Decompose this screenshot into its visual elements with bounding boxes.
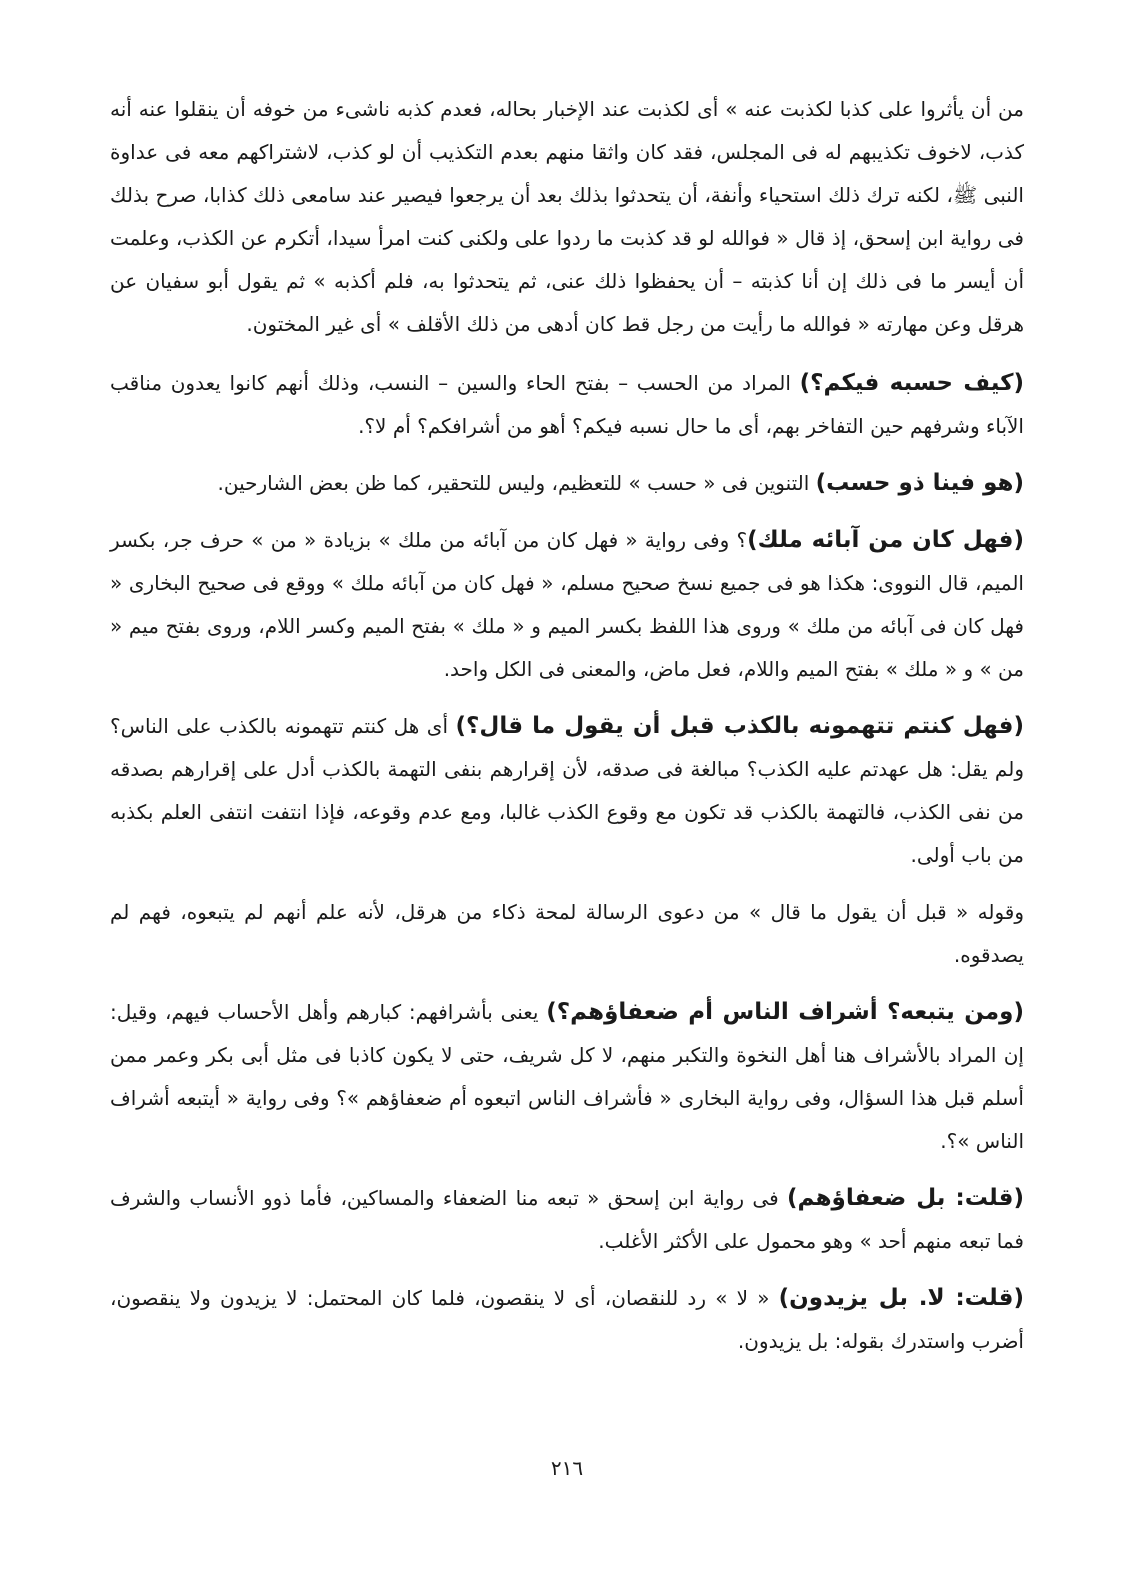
paragraph-7-heading: (ومن يتبعه؟ أشراف الناس أم ضعفاؤهم؟) <box>546 999 1024 1025</box>
paragraph-4 <box>110 519 1024 691</box>
paragraph-9-heading: (قلت: لا. بل يزيدون) <box>778 1285 1024 1311</box>
page-body <box>110 88 1024 1377</box>
page-number: ٢١٦ <box>550 1456 584 1480</box>
paragraph-2 <box>110 362 1024 448</box>
paragraph-1-text: من أن يأثروا على كذبا لكذبت عنه » أى لكذبت عند الإخبار بحاله، فعدم كذبه ناشىء من خوفه أن ينقلوا عنه أنه كذب، لاخوف تكذيبهم له فى المجلس، فقد كان واثقا منهم بعدم التكذيب أن لو كذب، لاشتراكهم معه فى عداوة النبى ﷺ، لكنه ترك ذلك استحياء وأنفة، أن يتحدثوا بذلك بعد أن يرجعوا فيصير عند سامعى ذلك كذابا، صرح بذلك فى رواية ابن إسحق، إذ قال « فوالله لو قد كذبت ما ردوا على ولكنى كنت امرأ سيدا، أتكرم عن الكذب، وعلمت أن أيسر ما فى ذلك إن أنا كذبته – أن يحفظوا ذلك عنى، ثم يتحدثوا به، فلم أكذبه » ثم يقول أبو سفيان عن هرقل وعن مهارته « فوالله ما رأيت من رجل قط كان أدهى من ذلك الأقلف » أى غير المختون. <box>110 97 1024 336</box>
paragraph-5 <box>110 705 1024 877</box>
paragraph-3 <box>110 462 1024 505</box>
paragraph-6-text: وقوله « قبل أن يقول ما قال » من دعوى الرسالة لمحة ذكاء من هرقل، لأنه علم أنهم لم يتبعوه، فهم لم يصدقوه. <box>110 900 1024 967</box>
paragraph-4-text: ؟ وفى رواية « فهل كان من آبائه من ملك » بزيادة « من » حرف جر، بكسر الميم، قال النووى: هكذا هو فى جميع نسخ صحيح مسلم، « فهل كان من آبائه ملك » ووقع فى صحيح البخارى « فهل كان فى آبائه من ملك » وروى هذا اللفظ بكسر الميم و « ملك » بفتح الميم وكسر اللام، وروى بفتح ميم « من » و « ملك » بفتح الميم واللام، فعل ماض، والمعنى فى الكل واحد. <box>110 528 1024 681</box>
paragraph-3-text: التنوين فى « حسب » للتعظيم، وليس للتحقير، كما ظن بعض الشارحين. <box>217 471 816 495</box>
paragraph-9 <box>110 1277 1024 1363</box>
paragraph-5-heading: (فهل كنتم تتهمونه بالكذب قبل أن يقول ما قال؟) <box>455 713 1024 739</box>
paragraph-8-text: فى رواية ابن إسحق « تبعه منا الضعفاء والمساكين، فأما ذوو الأنساب والشرف فما تبعه منهم أحد » وهو محمول على الأكثر الأغلب. <box>110 1186 1024 1253</box>
paragraph-8-heading: (قلت: بل ضعفاؤهم) <box>787 1185 1024 1211</box>
paragraph-5-text: أى هل كنتم تتهمونه بالكذب على الناس؟ ولم يقل: هل عهدتم عليه الكذب؟ مبالغة فى صدقه، لأن إقرارهم بنفى التهمة بالكذب أدل على إقرارهم بصدقه من نفى الكذب، فالتهمة بالكذب قد تكون مع وقوع الكذب غالبا، ومع عدم وقوعه، فإذا انتفت انتفى العلم بكذبه من باب أولى. <box>110 714 1024 867</box>
paragraph-9-text: « لا » رد للنقصان، أى لا ينقصون، فلما كان المحتمل: لا يزيدون ولا ينقصون، أضرب واستدرك بقوله: بل يزيدون. <box>110 1286 1024 1353</box>
paragraph-4-heading: (فهل كان من آبائه ملك) <box>747 527 1024 553</box>
paragraph-7 <box>110 991 1024 1163</box>
paragraph-8 <box>110 1177 1024 1263</box>
paragraph-2-heading: (كيف حسبه فيكم؟) <box>799 370 1024 396</box>
paragraph-1 <box>110 88 1024 346</box>
paragraph-6 <box>110 891 1024 977</box>
paragraph-7-text: يعنى بأشرافهم: كبارهم وأهل الأحساب فيهم، وقيل: إن المراد بالأشراف هنا أهل النخوة والتكبر منهم، لا كل شريف، حتى لا يكون كاذبا فى مثل أبى بكر وعمر ممن أسلم قبل هذا السؤال، وفى رواية البخارى « فأشراف الناس اتبعوه أم ضعفاؤهم »؟ وفى رواية « أيتبعه أشراف الناس »؟. <box>110 1000 1024 1153</box>
paragraph-2-text: المراد من الحسب – بفتح الحاء والسين – النسب، وذلك أنهم كانوا يعدون مناقب الآباء وشرفهم حين التفاخر بهم، أى ما حال نسبه فيكم؟ أهو من أشرافكم؟ أم لا؟. <box>110 371 1024 438</box>
paragraph-3-heading: (هو فينا ذو حسب) <box>815 470 1024 496</box>
